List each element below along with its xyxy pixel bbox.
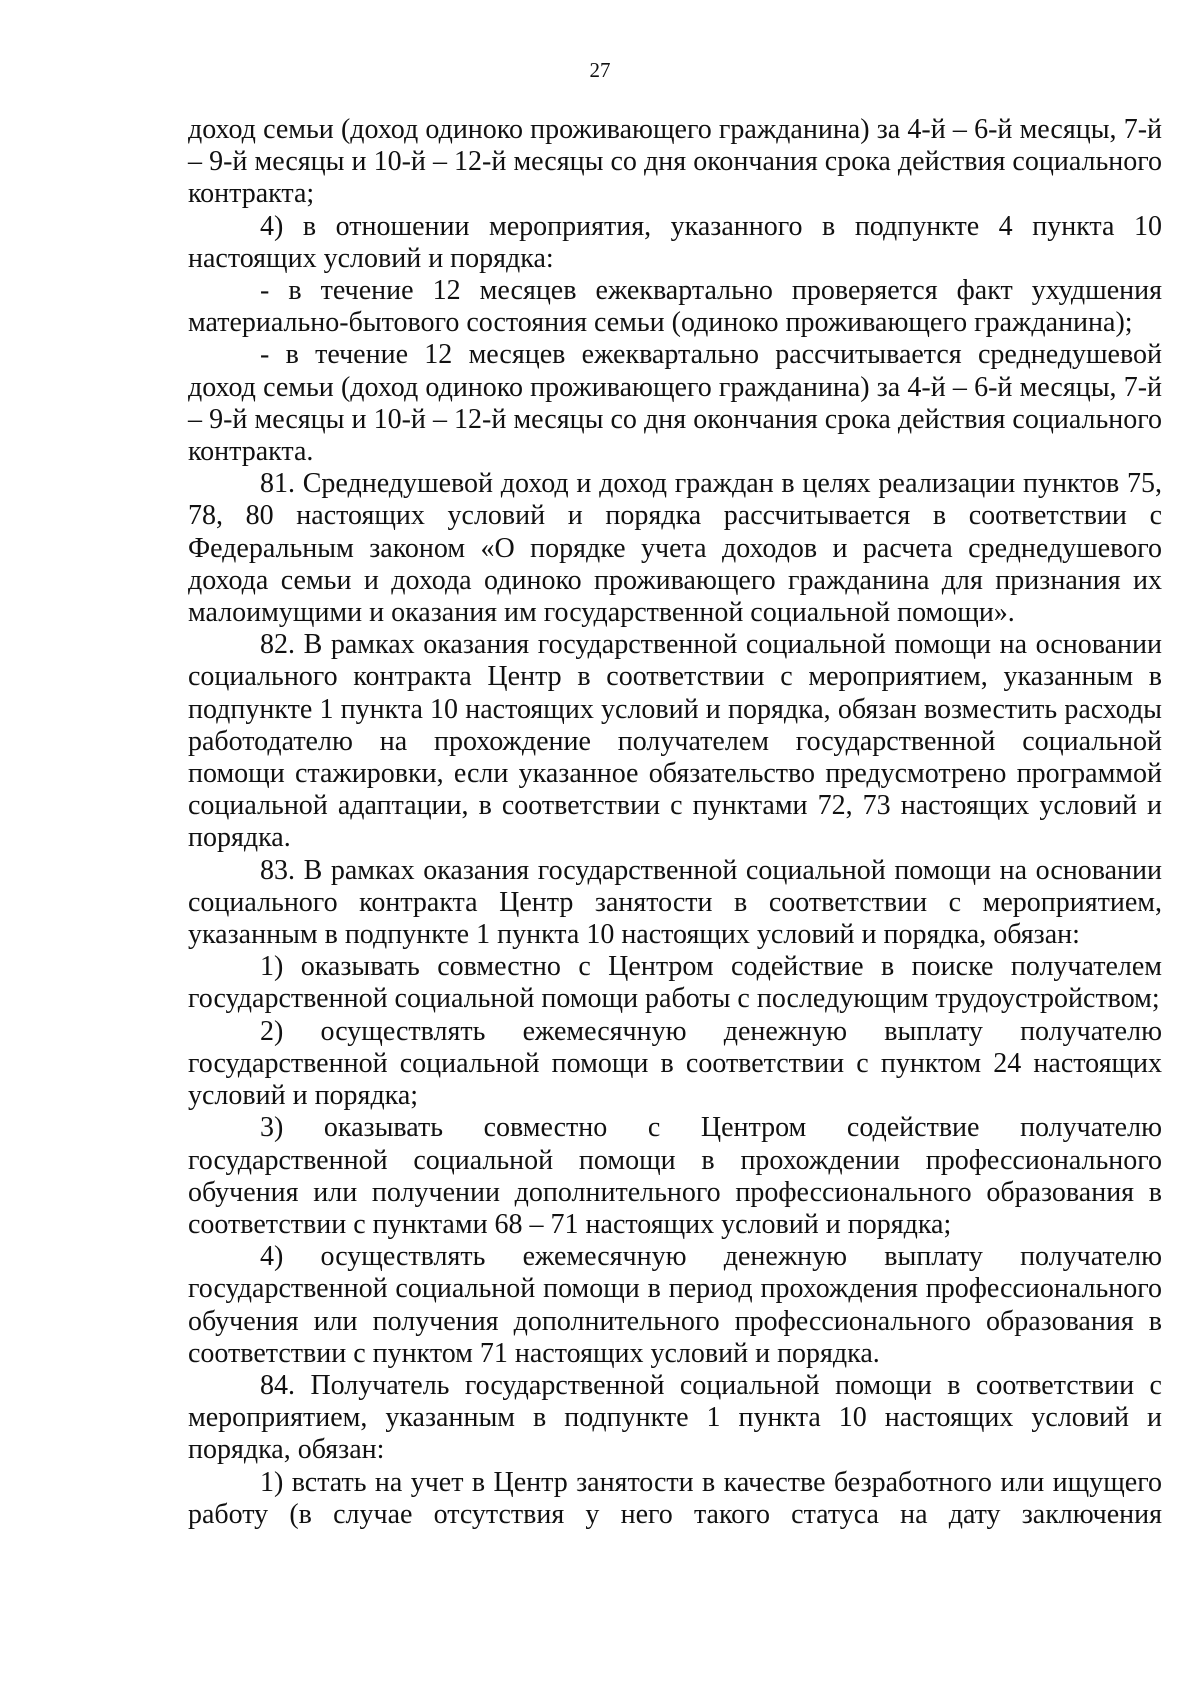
page-number: 27 <box>589 58 611 82</box>
paragraph: 3) оказывать совместно с Центром содействие получателю государственной социальной помощи в прохождении профессионального обучения или получении дополнительного профессионального образования в соответствии с пунктами 68 – 71 настоящих условий и порядка; <box>188 1112 1162 1240</box>
paragraph: - в течение 12 месяцев ежеквартально проверяется факт ухудшения материально-бытового состояния семьи (одиноко проживающего гражданина); <box>188 275 1162 339</box>
paragraph: 4) осуществлять ежемесячную денежную выплату получателю государственной социальной помощи в период прохождения профессионального обучения или получения дополнительного профессионального образования в соответствии с пунктом 71 настоящих условий и порядка. <box>188 1241 1162 1369</box>
paragraph: 2) осуществлять ежемесячную денежную выплату получателю государственной социальной помощи в соответствии с пунктом 24 настоящих условий и порядка; <box>188 1015 1162 1112</box>
paragraph: 82. В рамках оказания государственной социальной помощи на основании социального контракта Центр в соответствии с мероприятием, указанным в подпункте 1 пункта 10 настоящих условий и порядка, обязан возместить расходы работодателю на прохождение получателем государственной социальной помощи стажировки, если указанное обязательство предусмотрено программой социальной адаптации, в соответствии с пунктами 72, 73 настоящих условий и порядка. <box>188 629 1162 854</box>
document-body <box>188 114 1162 1531</box>
paragraph: 81. Среднедушевой доход и доход граждан в целях реализации пунктов 75, 78, 80 настоящих условий и порядка рассчитывается в соответствии с Федеральным законом «О порядке учета доходов и расчета среднедушевого дохода семьи и дохода одиноко проживающего гражданина для признания их малоимущими и оказания им государственной социальной помощи». <box>188 468 1162 629</box>
paragraph: 1) встать на учет в Центр занятости в качестве безработного или ищущего работу (в случае отсутствия у него такого статуса на дату заключения <box>188 1466 1162 1530</box>
paragraph: 84. Получатель государственной социальной помощи в соответствии с мероприятием, указанным в подпункте 1 пункта 10 настоящих условий и порядка, обязан: <box>188 1369 1162 1466</box>
paragraph: 83. В рамках оказания государственной социальной помощи на основании социального контракта Центр занятости в соответствии с мероприятием, указанным в подпункте 1 пункта 10 настоящих условий и порядка, обязан: <box>188 854 1162 951</box>
paragraph: 1) оказывать совместно с Центром содействие в поиске получателем государственной социальной помощи работы с последующим трудоустройством; <box>188 951 1162 1015</box>
paragraph: доход семьи (доход одиноко проживающего гражданина) за 4-й – 6-й месяцы, 7-й – 9-й месяцы и 10-й – 12-й месяцы со дня окончания срока действия социального контракта; <box>188 114 1162 210</box>
paragraph: 4) в отношении мероприятия, указанного в подпункте 4 пункта 10 настоящих условий и порядка: <box>188 210 1162 274</box>
paragraph: - в течение 12 месяцев ежеквартально рассчитывается среднедушевой доход семьи (доход одиноко проживающего гражданина) за 4-й – 6-й месяцы, 7-й – 9-й месяцы и 10-й – 12-й месяцы со дня окончания срока действия социального контракта. <box>188 339 1162 468</box>
